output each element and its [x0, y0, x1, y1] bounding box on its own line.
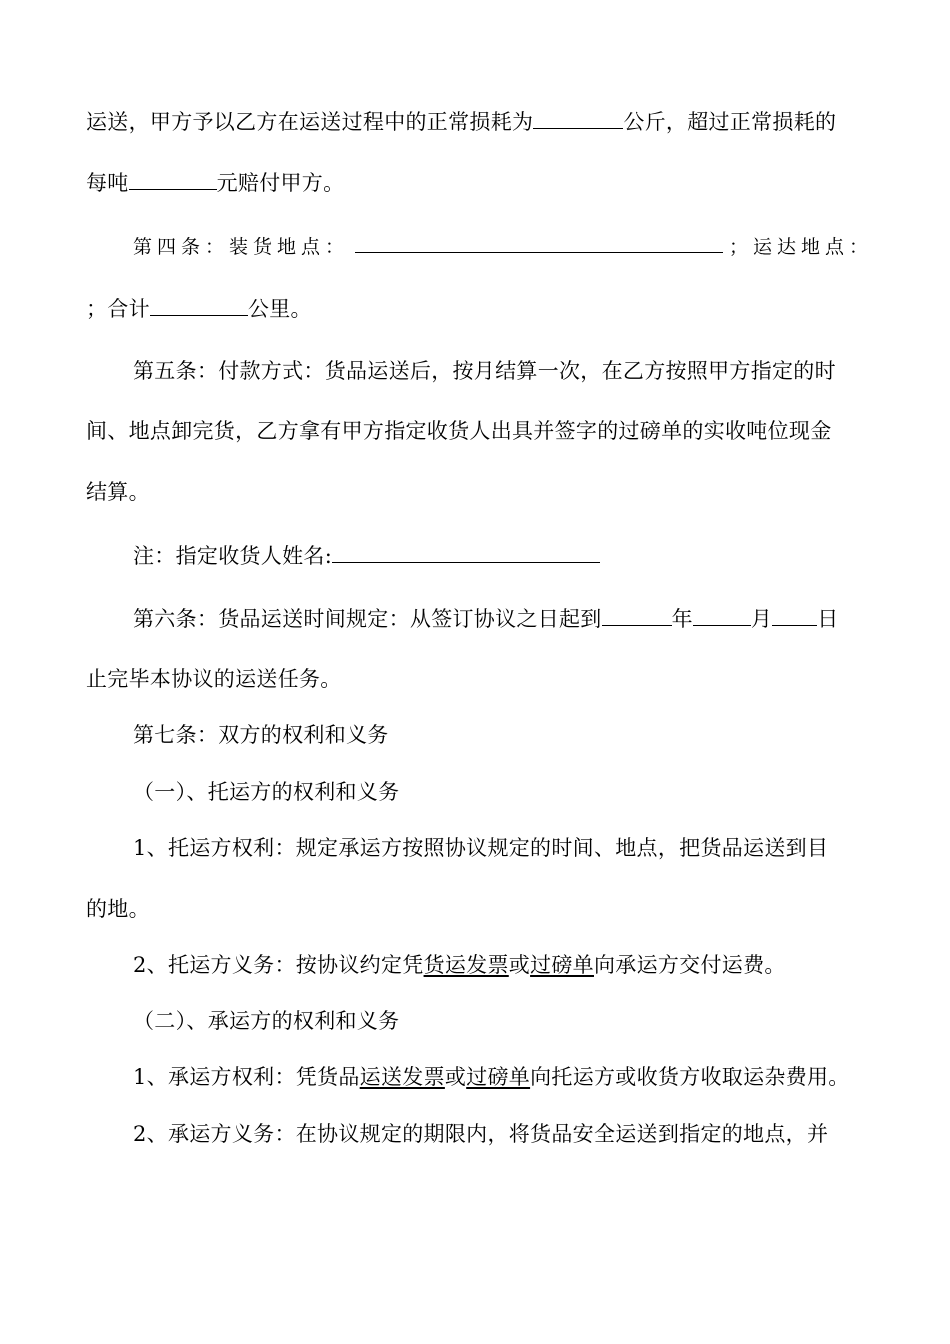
- text-run: 第六条：货品运送时间规定：从签订协议之日起到: [133, 607, 602, 631]
- paragraph-line: [133, 1117, 876, 1151]
- fill-in-blank: [602, 603, 672, 626]
- text-run: 1、承运方权利：凭货品: [133, 1065, 360, 1089]
- underlined-term: 货运发票: [423, 953, 509, 977]
- fill-in-blank: [693, 603, 751, 626]
- text-run: 日: [817, 607, 839, 631]
- paragraph-line: [133, 948, 876, 982]
- text-run: 公斤，超过正常损耗的: [623, 110, 837, 134]
- text-run: 年: [671, 607, 693, 631]
- text-run: 或: [508, 953, 531, 977]
- fill-in-blank: [355, 230, 723, 253]
- text-run: 2、承运方义务：在协议规定的期限内，将货品安全运送到指定的地点，并: [133, 1122, 829, 1146]
- text-run: 第四条：装货地点：: [133, 236, 350, 258]
- paragraph-line: [86, 166, 876, 200]
- paragraph-line: [86, 292, 876, 326]
- text-run: 2、托运方义务：按协议约定凭: [133, 953, 424, 977]
- paragraph-line: [133, 1004, 876, 1038]
- fill-in-blank: [772, 603, 817, 626]
- text-run: 第五条：付款方式：货品运送后，按月结算一次，在乙方按照甲方指定的时: [133, 359, 836, 383]
- text-run: 结算。: [86, 480, 150, 504]
- text-run: 公里。: [247, 297, 312, 321]
- text-run: 间、地点卸完货，乙方拿有甲方指定收货人出具并签字的过磅单的实收吨位现金: [86, 419, 832, 443]
- underlined-term: 运送发票: [359, 1065, 445, 1089]
- text-run: 月: [750, 607, 773, 631]
- text-run: 1、托运方权利：规定承运方按照协议规定的时间、地点，把货品运送到目: [133, 836, 829, 860]
- text-run: 运送，甲方予以乙方在运送过程中的正常损耗为: [86, 110, 534, 134]
- paragraph-line: [133, 775, 876, 809]
- text-run: 或: [444, 1065, 467, 1089]
- paragraph-line: [133, 354, 876, 388]
- text-run: （二）、承运方的权利和义务: [133, 1009, 400, 1033]
- paragraph-line: [86, 105, 876, 139]
- paragraph-line: [133, 230, 876, 264]
- fill-in-blank: [129, 167, 217, 190]
- paragraph-line: [86, 892, 876, 926]
- paragraph-line: [86, 414, 876, 448]
- paragraph-line: [86, 475, 876, 509]
- text-run: ；运达地点：: [729, 236, 874, 258]
- fill-in-blank: [332, 540, 600, 563]
- underlined-term: 过磅单: [466, 1065, 531, 1089]
- text-run: 止完毕本协议的运送任务。: [86, 667, 342, 691]
- text-run: ；合计: [86, 297, 150, 321]
- paragraph-line: [133, 831, 876, 865]
- text-run: （一）、托运方的权利和义务: [133, 780, 400, 804]
- paragraph-line: [133, 539, 876, 573]
- text-run: 向承运方交付运费。: [593, 953, 786, 977]
- paragraph-line: [133, 718, 876, 752]
- text-run: 的地。: [86, 897, 150, 921]
- underlined-term: 过磅单: [530, 953, 594, 977]
- paragraph-line: [86, 662, 876, 696]
- fill-in-blank: [150, 293, 248, 316]
- text-run: 向托运方或收货方收取运杂费用。: [530, 1065, 850, 1089]
- text-run: 第七条：双方的权利和义务: [133, 723, 389, 747]
- text-run: 每吨: [86, 171, 129, 195]
- paragraph-line: [133, 1060, 876, 1094]
- paragraph-line: [133, 602, 876, 636]
- text-run: 注：指定收货人姓名:: [133, 544, 333, 568]
- fill-in-blank: [533, 106, 623, 129]
- text-run: 元赔付甲方。: [216, 171, 345, 195]
